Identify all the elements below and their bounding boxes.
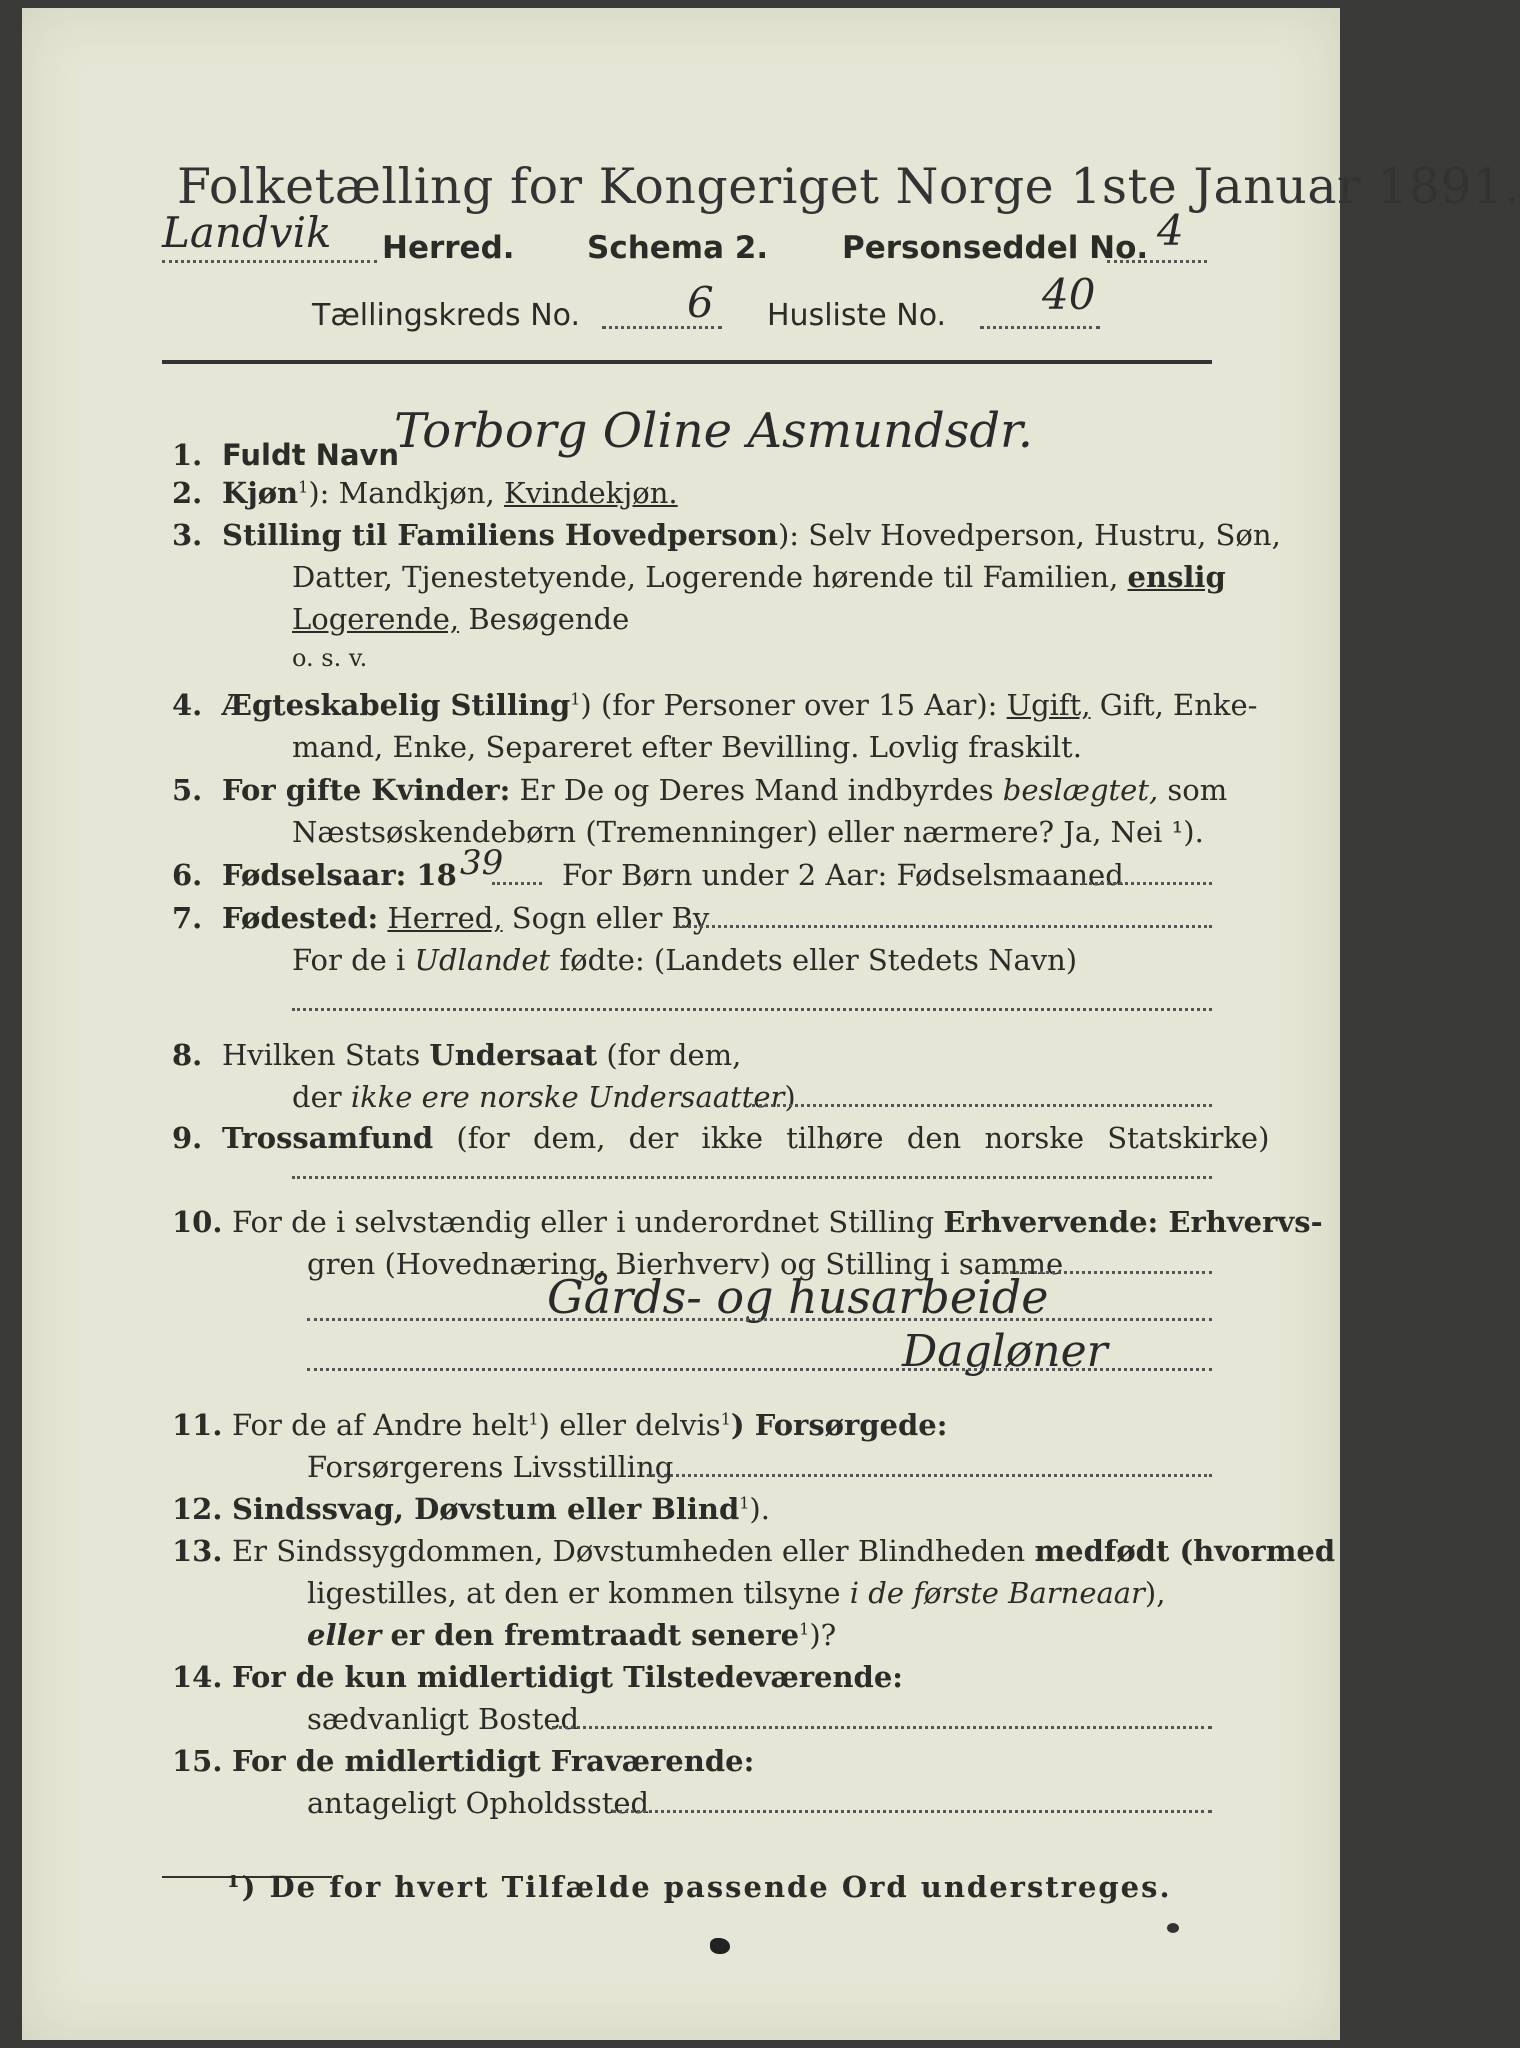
item-12-label: Sindssvag, Døvstum eller Blind [232, 1492, 740, 1526]
item-9-label: Trossamfund [222, 1121, 434, 1155]
item-11-sup-2: 1 [720, 1409, 731, 1429]
item-11-line-1 [232, 1408, 947, 1442]
item-8-number: 8. [172, 1038, 203, 1072]
item-3-logerende: Logerende, [292, 602, 460, 636]
item-4-label: Ægteskabelig Stilling [222, 688, 571, 722]
item-1-number: 1. [172, 438, 203, 472]
item-4-line-1-rest: Gift, Enke- [1099, 688, 1258, 722]
item-2-sup: 1 [298, 477, 309, 497]
item-13-line-1a: Er Sindssygdommen, Døvstumheden eller Blindheden [232, 1534, 1026, 1568]
item-7-number: 7. [172, 901, 203, 935]
item-7-dotline-2 [292, 1008, 1212, 1011]
herred-label: Herred. [382, 230, 515, 266]
item-3-number: 3. [172, 518, 203, 552]
item-13-eller: eller [307, 1618, 382, 1652]
item-7-line-2 [292, 943, 1077, 977]
item-9-rest: (for dem, der ikke tilhøre den norske Statskirke) [456, 1121, 1270, 1155]
item-13-end: )? [809, 1618, 837, 1652]
item-5-som: som [1167, 773, 1228, 807]
item-3-line-2 [292, 560, 1226, 594]
item-2-number: 2. [172, 476, 203, 510]
kreds-label: Tællingskreds No. [312, 298, 580, 333]
form-title: Folketælling for Kongeriget Norge 1ste Januar 1891. [177, 158, 1520, 215]
item-9-dotline [292, 1176, 1212, 1179]
item-4-ugift: Ugift, [1006, 688, 1091, 722]
item-11-line-1a: For de af Andre helt [232, 1408, 529, 1442]
item-11-line-1b: ) eller delvis [538, 1408, 721, 1442]
item-13-line-1 [232, 1534, 1335, 1568]
birth-year-dotline [492, 882, 542, 885]
census-form-page [22, 8, 1520, 2040]
item-11-sup-1: 1 [528, 1409, 539, 1429]
item-1-label: Fuldt Navn [222, 438, 400, 472]
item-5-number: 5. [172, 773, 203, 807]
item-13-sup: 1 [799, 1619, 810, 1639]
item-8-ikke-norske: ikke ere norske Undersaatter [350, 1080, 785, 1114]
item-14-dotline [552, 1726, 1212, 1729]
personseddel-dotline [1107, 260, 1207, 263]
item-7-herred: Herred, [387, 901, 503, 935]
item-7-udlandet: Udlandet [414, 943, 551, 977]
item-7-dotline-1 [677, 925, 1212, 928]
item-3-line-1 [222, 518, 1281, 552]
item-3-line-1-rest: ): Selv Hovedperson, Hustru, Søn, [777, 518, 1281, 552]
husliste-value: 40 [1042, 270, 1096, 319]
item-6-number: 6. [172, 858, 203, 892]
item-13-line-2 [307, 1576, 1165, 1610]
item-8-undersaat: Undersaat [429, 1038, 598, 1072]
item-10-line-1a: For de i selvstændig eller i underordnet Stilling [232, 1205, 935, 1239]
item-2-label: Kjøn [222, 476, 299, 510]
item-7-rest: Sogn eller By [511, 901, 710, 935]
item-7-label: Fødested: [222, 901, 379, 935]
item-9-number: 9. [172, 1121, 203, 1155]
item-11-forsorgede: ) Forsørgede: [730, 1408, 948, 1442]
item-12-sup: 1 [739, 1493, 750, 1513]
item-13-line-2a: ligestilles, at den er kommen tilsyne [307, 1576, 841, 1610]
item-7-line-2b: fødte: (Landets eller Stedets Navn) [559, 943, 1078, 977]
item-12-line [232, 1492, 770, 1526]
item-12-rest: ). [749, 1492, 770, 1526]
item-3-line-4: o. s. v. [292, 644, 368, 672]
item-8-line-2 [292, 1080, 796, 1114]
item-8-line-1a: Hvilken Stats [222, 1038, 421, 1072]
item-15-line-1: For de midlertidigt Fraværende: [232, 1744, 755, 1778]
item-6-dotline [1082, 882, 1212, 885]
item-3-enslig: enslig [1127, 560, 1226, 594]
item-5-line-1 [222, 773, 1227, 807]
item-2-rest: ): Mandkjøn, [308, 476, 495, 510]
item-8-paren: ) [784, 1080, 796, 1114]
full-name-value: Torborg Oline Asmundsdr. [394, 403, 1033, 459]
item-13-line-2b: ), [1144, 1576, 1166, 1610]
item-4-line-1-mid: ) (for Personer over 15 Aar): [580, 688, 998, 722]
item-10-dotline-2 [307, 1318, 1212, 1321]
husliste-label: Husliste No. [767, 298, 947, 333]
item-2-selected: Kvindekjøn. [503, 476, 678, 510]
item-12-number: 12. [172, 1492, 223, 1526]
header-rule [162, 360, 1212, 364]
occupation-value-2: Dagløner [902, 1326, 1108, 1377]
item-5-beslaegtet: beslægtet, [1002, 773, 1159, 807]
item-3-label: Stilling til Familiens Hovedperson [222, 518, 778, 552]
item-13-line-3 [307, 1618, 836, 1652]
item-5-label: For gifte Kvinder: [222, 773, 511, 807]
personseddel-value: 4 [1157, 206, 1184, 255]
item-11-number: 11. [172, 1408, 223, 1442]
item-6-rest: For Børn under 2 Aar: Fødselsmaaned [562, 858, 1124, 892]
item-14-line-1: For de kun midlertidigt Tilstedeværende: [232, 1660, 903, 1694]
item-10-erhvervende: Erhvervende: Erhvervs- [943, 1205, 1323, 1239]
item-7-line-2a: For de i [292, 943, 406, 977]
footnote: ¹) De for hvert Tilfælde passende Ord understreges. [227, 1870, 1172, 1904]
kreds-value: 6 [687, 278, 714, 327]
item-11-dotline [647, 1474, 1212, 1477]
item-15-number: 15. [172, 1744, 223, 1778]
item-4-number: 4. [172, 688, 203, 722]
item-15-dotline [612, 1810, 1212, 1813]
husliste-dotline [980, 326, 1100, 329]
item-8-dotline [752, 1104, 1212, 1107]
item-13-number: 13. [172, 1534, 223, 1568]
item-4-sup: 1 [570, 689, 581, 709]
item-6-label: Fødselsaar: 18 [222, 858, 457, 892]
item-13-senere: er den fremtraadt senere [390, 1618, 800, 1652]
item-5-line-1-rest: Er De og Deres Mand indbyrdes [519, 773, 994, 807]
occupation-value-1: Gårds- og husarbeide [547, 1270, 1049, 1324]
birth-year-value: 39 [460, 843, 504, 883]
item-10-line-1 [232, 1205, 1323, 1239]
item-3-line-2a: Datter, Tjenestetyende, Logerende hørende til Familien, [292, 560, 1119, 594]
item-4-line-1 [222, 688, 1257, 722]
item-10-line-2: gren (Hovednæring, Bierhverv) og Stilling i samme [307, 1247, 1064, 1281]
item-13-forste-barneaar: i de første Barneaar [849, 1576, 1145, 1610]
ink-blot [710, 1938, 730, 1954]
item-5-line-2: Næstsøskendebørn (Tremenninger) eller nærmere? Ja, Nei ¹). [292, 815, 1204, 849]
item-14-line-2: sædvanligt Bosted [307, 1702, 580, 1736]
item-8-line-1 [222, 1038, 741, 1072]
item-3-besogende: Besøgende [468, 602, 630, 636]
personseddel-label: Personseddel No. [842, 230, 1149, 266]
item-14-number: 14. [172, 1660, 223, 1694]
item-2-text [222, 476, 678, 510]
item-11-line-2: Forsørgerens Livsstilling [307, 1450, 674, 1484]
item-3-line-3 [292, 602, 629, 636]
item-9-line-1 [222, 1121, 1269, 1155]
herred-value: Landvik [162, 208, 332, 257]
item-10-number: 10. [172, 1205, 223, 1239]
item-13-medfodt: medfødt (hvormed [1034, 1534, 1336, 1568]
item-15-line-2: antageligt Opholdssted [307, 1786, 650, 1820]
item-4-line-2: mand, Enke, Separeret efter Bevilling. Lovlig fraskilt. [292, 730, 1082, 764]
item-7-line-1 [222, 901, 709, 935]
item-8-line-1b: (for dem, [606, 1038, 742, 1072]
item-10-dotline-3 [307, 1368, 1212, 1371]
herred-dotline [162, 260, 377, 263]
schema-label: Schema 2. [587, 230, 769, 266]
ink-spot [1167, 1923, 1179, 1933]
item-8-der: der [292, 1080, 342, 1114]
